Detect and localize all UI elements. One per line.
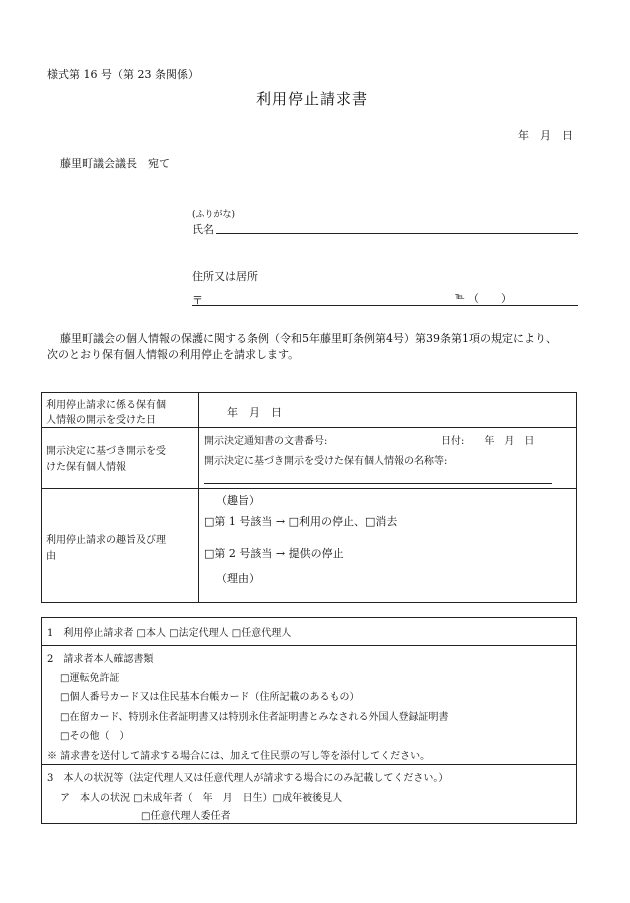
address-field[interactable]: [192, 305, 578, 306]
addressee: 藤里町議会議長 宛て: [60, 157, 170, 170]
row3-label-2: 由: [46, 551, 56, 562]
row1-label-2: 人情報の開示を受けた日: [46, 415, 156, 426]
table-row-separator: [41, 488, 577, 489]
document-number-label: 開示決定通知書の文書番号:: [204, 436, 328, 447]
purpose-heading: （趣旨）: [216, 494, 260, 507]
tel-paren: （ ）: [468, 292, 512, 305]
page-title: 利用停止請求書: [256, 90, 369, 108]
disclosure-date[interactable]: 年 月 日: [227, 406, 282, 419]
table-row-separator: [41, 764, 577, 765]
option-clause-1[interactable]: □第 1 号該当 → □利用の停止、□消去: [204, 515, 398, 528]
name-field[interactable]: [216, 233, 578, 234]
intro-line-2: 次のとおり保有個人情報の利用停止を請求します。: [47, 348, 300, 361]
furigana-label: (ふりがな): [192, 210, 236, 220]
principal-status-title: 3 本人の状況等（法定代理人又は任意代理人が請求する場合にのみ記載してください。）: [47, 773, 449, 784]
requester-type[interactable]: 1 利用停止請求者 □本人 □法定代理人 □任意代理人: [47, 628, 292, 639]
intro-line-1: 藤里町議会の個人情報の保護に関する条例（令和5年藤里町条例第4号）第39条第1項の規定により、: [60, 332, 557, 345]
row3-label-1: 利用停止請求の趣旨及び理: [46, 535, 166, 546]
id-doc-option[interactable]: □その他（ ）: [60, 731, 130, 742]
table-divider: [198, 392, 199, 603]
principal-status-option[interactable]: □任意代理人委任者: [141, 811, 231, 822]
info-name-label: 開示決定に基づき開示を受けた保有個人情報の名称等:: [204, 456, 448, 467]
table-row-separator: [41, 427, 577, 428]
id-docs-title: 2 請求者本人確認書類: [47, 654, 154, 665]
tel-label: ℡: [455, 292, 465, 302]
table-row-separator: [41, 645, 577, 646]
document-date-label: 日付: 年 月 日: [441, 436, 535, 447]
name-label: 氏名: [192, 223, 214, 236]
row2-label-1: 開示決定に基づき開示を受: [46, 446, 166, 457]
date-line: 年 月 日: [518, 129, 573, 142]
info-name-field[interactable]: [204, 483, 552, 484]
id-doc-option[interactable]: □個人番号カード又は住民基本台帳カード（住所記載のあるもの）: [60, 692, 360, 703]
reason-heading: （理由）: [216, 572, 260, 585]
option-clause-2[interactable]: □第 2 号該当 → 提供の停止: [204, 547, 344, 560]
row2-label-2: けた保有個人情報: [46, 462, 126, 473]
form-number: 様式第 16 号（第 23 条関係）: [47, 68, 199, 81]
id-doc-option[interactable]: □在留カード、特別永住者証明書又は特別永住者証明書とみなされる外国人登録証明書: [60, 712, 449, 723]
address-label: 住所又は居所: [192, 270, 258, 283]
id-doc-option[interactable]: □運転免許証: [60, 673, 120, 684]
row1-label-1: 利用停止請求に係る保有個: [46, 400, 166, 411]
principal-status-options[interactable]: ア 本人の状況 □未成年者（ 年 月 日生）□成年被後見人: [60, 793, 343, 804]
postal-mark: 〒: [192, 294, 203, 307]
mailing-note: ※ 請求書を送付して請求する場合には、加えて住民票の写し等を添付してください。: [47, 751, 431, 762]
